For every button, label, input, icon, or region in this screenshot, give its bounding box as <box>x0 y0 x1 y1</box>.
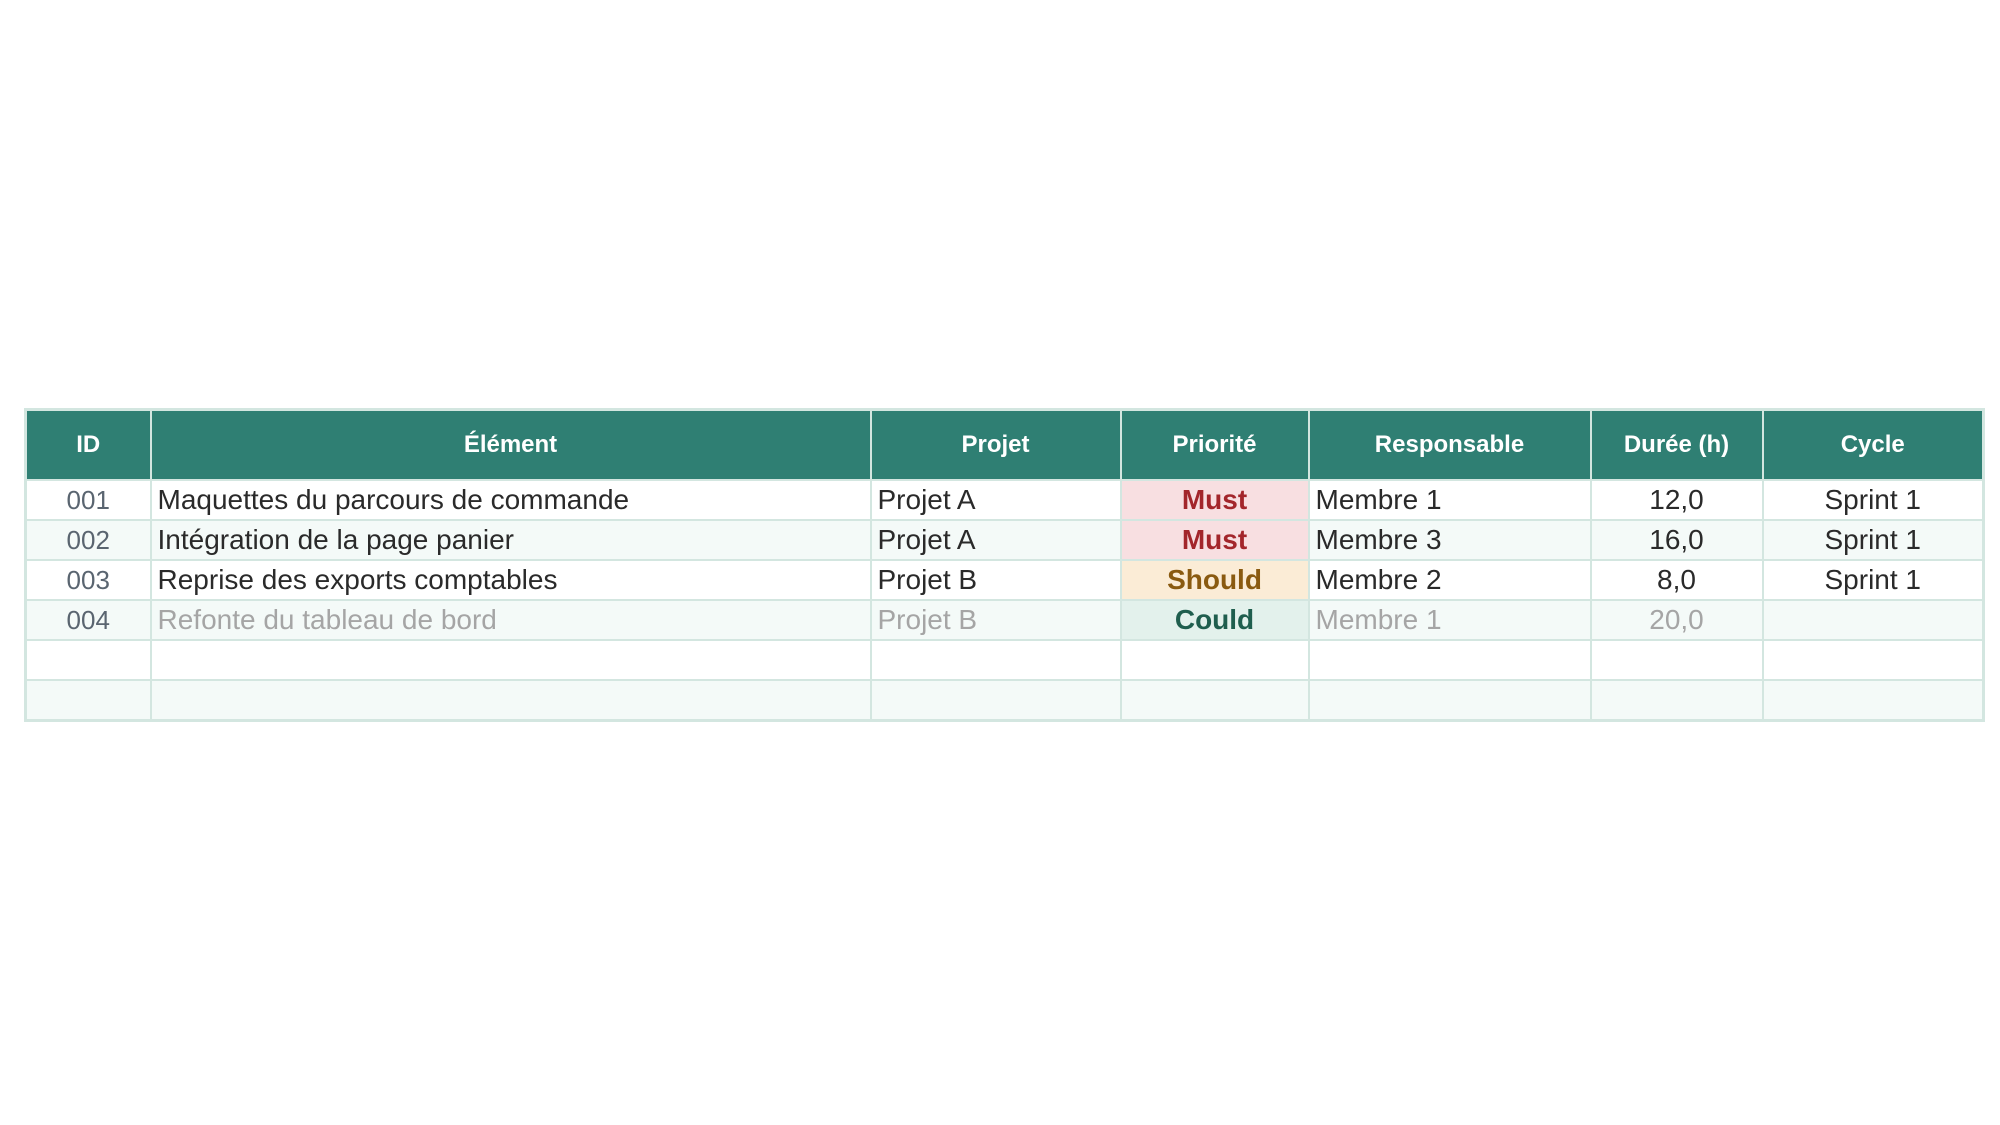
empty-cell[interactable] <box>151 680 871 721</box>
cell-cycle[interactable]: Sprint 1 <box>1763 560 1984 600</box>
empty-cell[interactable] <box>1591 680 1763 721</box>
cell-element[interactable]: Reprise des exports comptables <box>151 560 871 600</box>
header-duree[interactable]: Durée (h) <box>1591 410 1763 481</box>
cell-responsable[interactable]: Membre 1 <box>1309 480 1591 520</box>
cell-projet[interactable]: Projet A <box>871 480 1121 520</box>
cell-duree[interactable]: 12,0 <box>1591 480 1763 520</box>
empty-cell[interactable] <box>151 640 871 680</box>
empty-cell[interactable] <box>1121 640 1309 680</box>
cell-responsable[interactable]: Membre 2 <box>1309 560 1591 600</box>
table-row <box>26 480 1984 520</box>
cell-element[interactable]: Maquettes du parcours de commande <box>151 480 871 520</box>
empty-cell[interactable] <box>871 680 1121 721</box>
cell-id[interactable]: 003 <box>26 560 151 600</box>
cell-priorite[interactable]: Must <box>1121 480 1309 520</box>
cell-priorite[interactable]: Should <box>1121 560 1309 600</box>
empty-cell[interactable] <box>1309 640 1591 680</box>
header-id[interactable]: ID <box>26 410 151 481</box>
header-row <box>26 410 1984 481</box>
cell-element[interactable]: Refonte du tableau de bord <box>151 600 871 640</box>
cell-id[interactable]: 002 <box>26 520 151 560</box>
header-responsable[interactable]: Responsable <box>1309 410 1591 481</box>
cell-projet[interactable]: Projet B <box>871 600 1121 640</box>
cell-cycle[interactable] <box>1763 600 1984 640</box>
header-element[interactable]: Élément <box>151 410 871 481</box>
cell-responsable[interactable]: Membre 1 <box>1309 600 1591 640</box>
empty-row <box>26 640 1984 680</box>
cell-cycle[interactable]: Sprint 1 <box>1763 520 1984 560</box>
table-row <box>26 560 1984 600</box>
cell-element[interactable]: Intégration de la page panier <box>151 520 871 560</box>
table-row <box>26 600 1984 640</box>
cell-duree[interactable]: 8,0 <box>1591 560 1763 600</box>
backlog-table <box>24 408 1985 722</box>
cell-duree[interactable]: 16,0 <box>1591 520 1763 560</box>
cell-projet[interactable]: Projet A <box>871 520 1121 560</box>
cell-priorite[interactable]: Must <box>1121 520 1309 560</box>
empty-cell[interactable] <box>1121 680 1309 721</box>
empty-cell[interactable] <box>1763 680 1984 721</box>
empty-cell[interactable] <box>1763 640 1984 680</box>
empty-cell[interactable] <box>26 640 151 680</box>
cell-cycle[interactable]: Sprint 1 <box>1763 480 1984 520</box>
backlog-sheet <box>24 408 1982 722</box>
header-priorite[interactable]: Priorité <box>1121 410 1309 481</box>
empty-cell[interactable] <box>26 680 151 721</box>
cell-responsable[interactable]: Membre 3 <box>1309 520 1591 560</box>
cell-projet[interactable]: Projet B <box>871 560 1121 600</box>
cell-duree[interactable]: 20,0 <box>1591 600 1763 640</box>
cell-id[interactable]: 004 <box>26 600 151 640</box>
header-projet[interactable]: Projet <box>871 410 1121 481</box>
empty-cell[interactable] <box>871 640 1121 680</box>
header-cycle[interactable]: Cycle <box>1763 410 1984 481</box>
empty-cell[interactable] <box>1309 680 1591 721</box>
cell-id[interactable]: 001 <box>26 480 151 520</box>
empty-cell[interactable] <box>1591 640 1763 680</box>
table-row <box>26 520 1984 560</box>
cell-priorite[interactable]: Could <box>1121 600 1309 640</box>
empty-row <box>26 680 1984 721</box>
